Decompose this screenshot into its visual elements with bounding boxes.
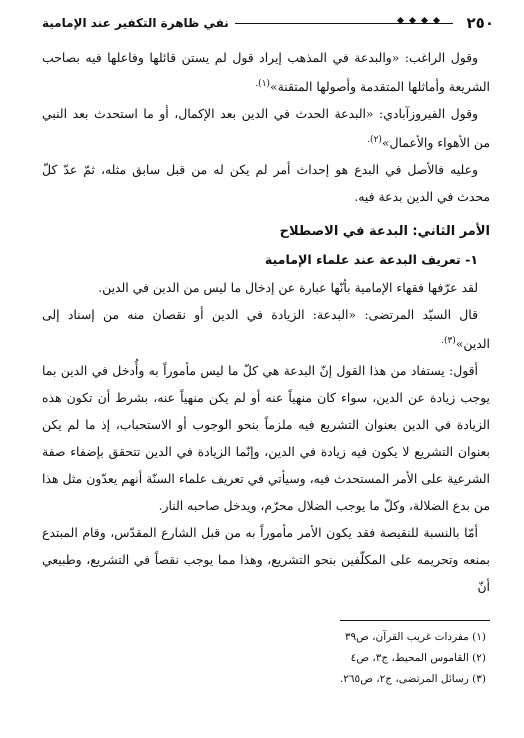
running-title: نفي ظاهرة التكفير عند الإمامية	[42, 16, 229, 30]
footnotes	[42, 620, 490, 690]
footnote: (٣) رسائل المرتضى، ج٢، ص٢٦٥.	[339, 673, 486, 685]
paragraph: قال السيّد المرتضى: «البدعة: الزيادة في الدين أو نقصان منه من إسناد إلى الدين»$^{(٣).}$	[42, 307, 490, 352]
page-body	[42, 44, 490, 600]
paragraph: أمّا بالنسبة للنقيصة فقد يكون الأمر مأموراً به من قبل الشارع المقدّس، وقام المبتدع بمنعه وتحريمه على المكلّفين بنحو التشريع، وهذا مما يوجب نقصاً في التشريع، وطبيعي أنّ	[42, 525, 490, 595]
section-heading: الأمر الثاني: البدعة في الاصطلاح	[279, 224, 490, 240]
paragraph: أقول: يستفاد من هذا القول إنّ البدعة هي كلّ ما ليس مأموراً به وأُدخل في الدين بما يوجب زيادة عن الدين، سواء كان منهياً عنه أو لم يكن منهياً عنه، بشرط أن تكون هذه الزيادة في الدين بعنوان التشريع فيه ملزماً بنحو الوجوب أو الاستحباب، إذ ما لم يكن بعنوان التشريع لا يكون فيه زيادة في الدين، وإنّما الزيادة في الدين تتحقق بإضفاء صفة الشرعية على الأمر المستحدث فيه، وسيأتي في تعريف علماء السنّة أنهم يعدّون مثل هذا من بدع الضلالة، وكلّ ما يوجب الضلال محرّم، ويدخل صاحبه النار.	[42, 363, 490, 514]
footnote: (٢) القاموس المحيط، ج٣، ص٤	[350, 652, 486, 664]
paragraph: وقول الفيروزآبادي: «البدعة الحدث في الدين بعد الإكمال، أو ما استحدث بعد النبي من الأهواء والأعمال»$^{(٢).}$	[42, 106, 490, 151]
paragraph: لقد عرّفها فقهاء الإمامية بأنّها عبارة عن إدخال ما ليس من الدين في الدين.	[98, 280, 478, 296]
header-ornament-icon	[398, 18, 439, 23]
paragraph: وعليه فالأصل في البدع هو إحداث أمر لم يكن له من قبل سابق مثله، ثمّ عدّ كلّ محدث في الدين بدعة فيه.	[42, 162, 490, 205]
sub-heading: ١- تعريف البدعة عند علماء الإمامية	[264, 252, 478, 268]
footnote-rule	[340, 620, 490, 621]
footnote: (١) مفردات غريب القرآن، ص٣٩	[344, 631, 486, 643]
header-rule	[235, 17, 453, 29]
footnote-ref: (٢).	[367, 135, 382, 146]
footnote-ref: (١).	[255, 79, 271, 89]
footnote-ref: (٣).	[441, 336, 456, 347]
page-header	[42, 10, 494, 36]
page-number: ٢٥٠	[466, 14, 494, 32]
paragraph: وقول الراغب: «والبدعة في المذهب إيراد قول لم يستن قائلها وفاعلها فيه بصاحب الشريعة وأماثلها المتقدمة وأصولها المتقنة»$^{(١).}$	[42, 50, 490, 95]
